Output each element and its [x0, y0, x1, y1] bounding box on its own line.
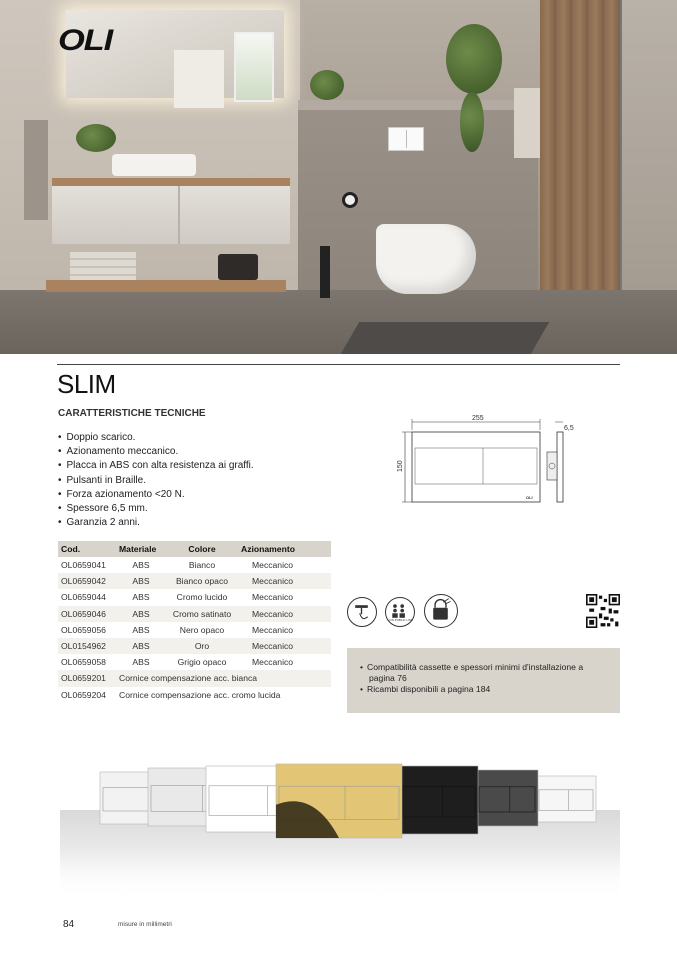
qr-code[interactable]	[586, 594, 620, 628]
info-item: • Compatibilità cassette e spessori minimi d'installazione a pagina 76	[369, 662, 610, 684]
hero-bathroom-photo	[0, 0, 677, 354]
cell-cod: OL0659204	[61, 689, 106, 700]
table-row	[58, 687, 331, 703]
plate-side-outline	[557, 432, 563, 502]
scratch-resistant-icon	[424, 594, 458, 628]
column-header-azionamento: Azionamento	[238, 541, 331, 557]
braille-icon	[385, 597, 415, 627]
column-header-colore: Colore	[166, 541, 238, 557]
cell-materiale: ABS	[132, 624, 150, 635]
cell-azionamento: Meccanico	[252, 560, 294, 571]
page-number: 84	[63, 919, 75, 930]
technical-drawing	[392, 410, 592, 510]
feature-item: • Azionamento meccanico.	[58, 445, 254, 459]
floor	[0, 290, 677, 354]
table-header-row	[58, 541, 331, 557]
wood-wall	[540, 0, 632, 300]
cell-cod: OL0659041	[61, 560, 106, 571]
info-item: • Ricambi disponibili a pagina 184	[369, 684, 610, 695]
cell-azionamento: Meccanico	[252, 657, 294, 668]
table-row	[58, 638, 331, 654]
cell-azionamento: Meccanico	[238, 573, 331, 589]
cell-description: Cornice compensazione acc. cromo lucida	[119, 689, 281, 700]
feature-item: • Doppio scarico.	[58, 431, 254, 445]
flush-plate-swatch	[476, 770, 538, 826]
feature-item: • Pulsanti in Braille.	[58, 474, 254, 488]
info-box	[347, 648, 620, 713]
cell-materiale: ABS	[116, 606, 166, 622]
brand-logo: OLI	[58, 24, 113, 57]
table-row	[58, 557, 331, 573]
toilet-brush	[320, 246, 330, 298]
basket	[218, 254, 258, 280]
table-row	[58, 622, 331, 638]
plant-hanging-trail	[460, 92, 484, 152]
cell-cod: OL0154962	[58, 638, 116, 654]
table-row	[58, 654, 331, 670]
cell-materiale: ABS	[132, 657, 150, 668]
column-header-cod: Cod.	[58, 541, 116, 557]
cell-colore: Cromo lucido	[176, 592, 228, 603]
side-mechanism	[547, 452, 557, 480]
wood-shelf	[46, 280, 286, 292]
cell-cod: OL0659046	[58, 606, 116, 622]
rug	[341, 322, 549, 354]
width-label: 255	[472, 415, 484, 422]
cell-description: Cornice compensazione acc. bianca	[116, 670, 331, 686]
column-header-materiale: Materiale	[116, 541, 166, 557]
vanity-drawer-split	[178, 186, 180, 244]
feature-list	[58, 431, 254, 530]
vanity-cabinet	[52, 178, 290, 244]
plate-logo: OLI	[526, 495, 533, 500]
table-row	[58, 589, 331, 605]
cell-azionamento: Meccanico	[238, 606, 331, 622]
cell-azionamento: Meccanico	[238, 638, 331, 654]
cell-colore: Bianco opaco	[166, 573, 238, 589]
spec-table	[58, 541, 331, 703]
cell-colore: Cromo satinato	[166, 606, 238, 622]
title-rule	[57, 364, 620, 365]
feature-item: • Forza azionamento <20 N.	[58, 488, 254, 502]
cell-cod: OL0659056	[61, 624, 106, 635]
shower-glass	[620, 0, 677, 300]
folded-towels	[70, 252, 136, 280]
mirror-reflection-window	[234, 32, 274, 102]
table-row	[58, 573, 331, 589]
measurement-note: misure in millimetri	[118, 921, 172, 928]
cell-colore: Grigio opaco	[177, 657, 227, 668]
hanging-towel-right	[514, 88, 540, 158]
height-label: 150	[397, 460, 404, 472]
cell-azionamento: Meccanico	[252, 624, 294, 635]
wall-hung-toilet	[376, 224, 476, 294]
flush-plate-photo	[388, 127, 424, 151]
cell-colore: Oro	[166, 638, 238, 654]
cell-azionamento: Meccanico	[252, 592, 294, 603]
stone-shelf	[298, 100, 538, 110]
cell-cod: OL0659201	[58, 670, 116, 686]
braille-icon-caption: ON PUBLIC USE	[389, 618, 413, 622]
cell-colore: Bianco	[188, 560, 216, 571]
flush-plate-swatch	[276, 764, 402, 838]
plate-color-range	[60, 740, 620, 900]
cell-cod: OL0659044	[61, 592, 106, 603]
plant-shelf	[310, 70, 344, 100]
feature-item: • Placca in ABS con alta resistenza ai graffi.	[58, 459, 254, 473]
section-heading: CARATTERISTICHE TECNICHE	[58, 408, 206, 419]
wash-basin	[112, 154, 196, 176]
feature-item: • Spessore 6,5 mm.	[58, 502, 254, 516]
product-title: SLIM	[57, 369, 116, 399]
cell-materiale: ABS	[116, 638, 166, 654]
cell-materiale: ABS	[116, 573, 166, 589]
cell-cod: OL0659042	[58, 573, 116, 589]
plate-front-outline	[412, 432, 540, 502]
push-button-icon	[347, 597, 377, 627]
cell-materiale: ABS	[132, 592, 150, 603]
cell-cod: OL0659058	[61, 657, 106, 668]
cell-materiale: ABS	[132, 560, 150, 571]
toilet-paper-holder	[342, 192, 358, 208]
plant-vanity	[76, 124, 116, 152]
cell-colore: Nero opaco	[179, 624, 225, 635]
table-row	[58, 670, 331, 686]
mirror-reflection-door	[174, 50, 224, 108]
feature-item: • Garanzia 2 anni.	[58, 516, 254, 530]
depth-label: 6,5	[564, 425, 574, 432]
plant-hanging	[446, 24, 502, 94]
flush-plate-swatch	[536, 776, 596, 822]
table-row	[58, 606, 331, 622]
flush-plate-swatch	[400, 766, 478, 834]
hanging-towel	[24, 120, 48, 220]
